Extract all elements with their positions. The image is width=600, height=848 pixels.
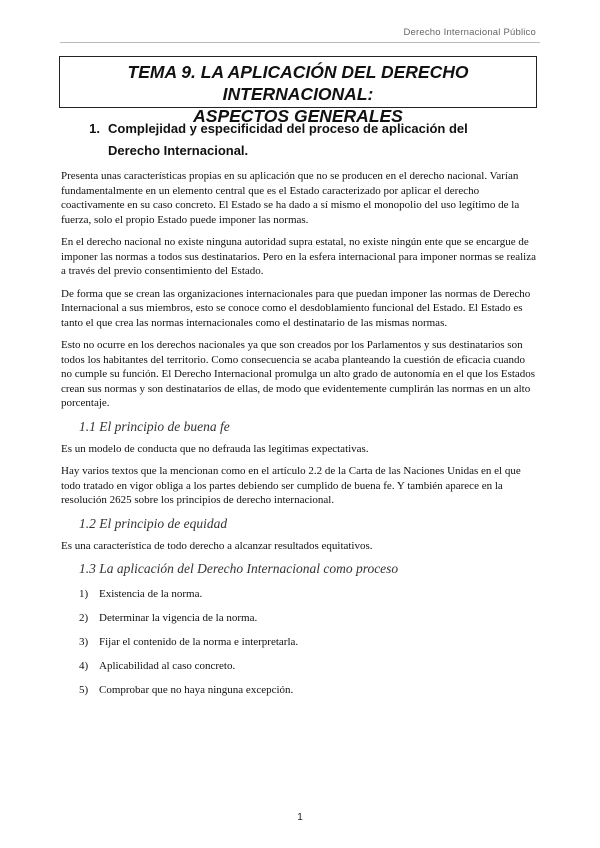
paragraph: Es una característica de todo derecho a alcanzar resultados equitativos. bbox=[61, 539, 373, 552]
list-item-number: 4) bbox=[79, 660, 89, 672]
list-item-text: Fijar el contenido de la norma e interpretarla. bbox=[99, 636, 299, 648]
subsection-heading-equidad: 1.2 El principio de equidad bbox=[79, 515, 228, 531]
list-item-text: Comprobar que no haya ninguna excepción. bbox=[99, 684, 294, 696]
paragraph: Esto no ocurre en los derechos nacionales ya que son creados por los Parlamentos y sus destinatarios son todos los habitantes del territorio. Como consecuencia se acaba planteando la cuestión de eficacia cuando no cumple su función. El Derecho Internacional promulga un alto grado de autonomía en el que los Estados crean sus normas y son destinatarios de ellas, de modo que evidentemente cumplirán las normas en un alto porcentaje. bbox=[61, 339, 536, 409]
document-body bbox=[61, 118, 538, 707]
list-item-text: Aplicabilidad al caso concreto. bbox=[99, 660, 236, 672]
list-item-text: Existencia de la norma. bbox=[99, 588, 203, 600]
paragraph: En el derecho nacional no existe ninguna autoridad supra estatal, no existe ningún ente que se encargue de imponer las normas a todos sus destinatarios. Pero en la esfera internacional para imponer normas se realiza a través del previo consentimiento del Estado. bbox=[61, 236, 536, 277]
page-number: 1 bbox=[297, 812, 303, 823]
list-item bbox=[79, 683, 538, 697]
section-heading-text bbox=[100, 118, 468, 162]
list-item-number: 2) bbox=[79, 612, 89, 624]
header-divider bbox=[60, 42, 540, 43]
list-item-number: 3) bbox=[79, 636, 89, 648]
chapter-title-line1: TEMA 9. LA APLICACIÓN DEL DERECHO INTERNACIONAL: bbox=[127, 62, 469, 104]
chapter-title-box bbox=[59, 56, 537, 126]
running-header: Derecho Internacional Público bbox=[403, 27, 536, 38]
section-heading-line1: Complejidad y especificidad del proceso de aplicación del bbox=[108, 121, 468, 136]
list-item bbox=[79, 635, 538, 649]
list-item-number: 1) bbox=[79, 588, 89, 600]
subsection-heading-proceso: 1.3 La aplicación del Derecho Internacional como proceso bbox=[79, 561, 399, 576]
list-item bbox=[79, 659, 538, 673]
chapter-title-line2: ASPECTOS GENERALES bbox=[193, 106, 403, 126]
paragraph: Hay varios textos que la mencionan como en el artículo 2.2 de la Carta de las Naciones Unidas en el que todo tratado en vigor obliga a los partes debiendo ser cumplido de buena fe. Y también aparece en la resolución 2625 sobre los principios de derecho internacional. bbox=[61, 465, 521, 506]
subsection-heading-buena-fe: 1.1 El principio de buena fe bbox=[79, 418, 230, 434]
section-number: 1. bbox=[89, 121, 100, 136]
paragraph: De forma que se crean las organizaciones internacionales para que puedan imponer las normas de Derecho Internacional a sus miembros, esto se conoce como el desdoblamiento funcional del Estado. El Estado es tanto el que crea las normas internacionales como el destinatario de las mismas normas. bbox=[61, 287, 531, 329]
list-item-text: Determinar la vigencia de la norma. bbox=[99, 612, 258, 624]
list-item bbox=[79, 587, 538, 601]
section-heading bbox=[61, 118, 538, 162]
list-item-number: 5) bbox=[79, 684, 89, 696]
paragraph: Presenta unas características propias en su aplicación que no se producen en el derecho nacional. Varían fundamentalmente en un elemento central que es el Estado caracterizado por aplicar el derecho coactivamente en su caso concreto. El Estado se ha dado a sí mismo el monopolio del uso legítimo de la fuerza, solo el propio Estado puede imponer las normas. bbox=[61, 170, 520, 226]
paragraph: Es un modelo de conducta que no defrauda las legítimas expectativas. bbox=[61, 442, 369, 455]
process-steps-list bbox=[61, 587, 538, 697]
section-heading-line2: Derecho Internacional. bbox=[108, 143, 249, 158]
list-item bbox=[79, 611, 538, 625]
